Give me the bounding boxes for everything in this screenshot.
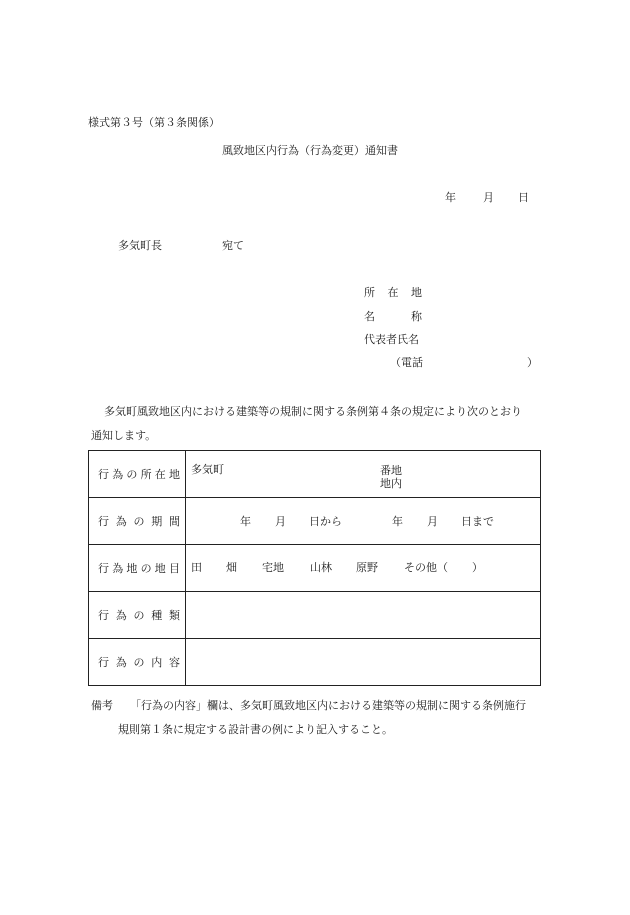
location-town: 多気町 (191, 463, 224, 476)
label-char: 為 (115, 609, 127, 622)
note-line2: 規則第１条に規定する設計書の例により記入すること。 (118, 723, 393, 736)
period-to-day: 日まで (461, 515, 494, 528)
land-type-forest[interactable]: 山林 (310, 561, 332, 574)
label-char: 所 (364, 286, 375, 299)
label-char: 為 (112, 562, 124, 575)
label-char: 為 (112, 468, 124, 481)
type-input-cell[interactable] (186, 592, 541, 639)
label-char: 為 (115, 656, 127, 669)
period-to-month: 月 (427, 515, 438, 528)
label-char: 地 (411, 286, 422, 299)
label-char: 在 (387, 286, 399, 299)
label-char: の (140, 562, 152, 575)
label-char: 名 (364, 310, 375, 323)
applicant-phone-label: （電話 (390, 356, 423, 369)
body-text-line2: 通知します。 (91, 429, 157, 442)
label-char: 類 (169, 609, 180, 622)
label-char: 種 (151, 609, 163, 622)
applicant-representative-label: 代表者氏名 (364, 333, 419, 346)
applicant-name-label (364, 311, 422, 322)
form-title: 風致地区内行為（行為変更）通知書 (222, 144, 398, 157)
body-text-line1: 多気町風致地区内における建築等の規制に関する条例第４条の規定により次のとおり (104, 405, 522, 418)
label-char: 行 (98, 609, 109, 622)
date-day-label: 日 (518, 191, 529, 204)
label-char: 内 (151, 656, 163, 669)
row-label-type (89, 592, 186, 639)
label-char: 行 (98, 562, 109, 575)
note-line1: 「行為の内容」欄は、多気町風致地区内における建築等の規制に関する条例施行 (130, 699, 526, 712)
land-type-residential[interactable]: 宅地 (262, 561, 284, 574)
table-row (89, 639, 541, 686)
period-from-month: 月 (275, 515, 286, 528)
note-label: 備考 (91, 699, 113, 712)
row-label-location (89, 451, 186, 498)
location-chinai: 地内 (380, 477, 402, 490)
addressee-name: 多気町長 (118, 239, 162, 252)
notification-table (88, 450, 541, 686)
label-char: の (133, 609, 145, 622)
label-char: 目 (168, 562, 180, 575)
location-input-cell[interactable] (186, 451, 541, 498)
label-char: の (133, 515, 145, 528)
label-char: 行 (98, 468, 109, 481)
location-banchi: 番地 (380, 464, 402, 477)
label-char: 容 (169, 656, 180, 669)
land-type-input-cell[interactable] (186, 545, 541, 592)
addressee-suffix: 宛て (222, 239, 244, 252)
period-to-year: 年 (392, 515, 403, 528)
date-month-label: 月 (483, 191, 494, 204)
table-row (89, 592, 541, 639)
row-label-content (89, 639, 186, 686)
land-type-plain[interactable]: 原野 (356, 561, 378, 574)
table-row (89, 498, 541, 545)
label-char: 称 (411, 310, 422, 323)
applicant-address-label (364, 287, 422, 298)
label-char: の (133, 656, 145, 669)
form-number: 様式第３号（第３条関係） (88, 116, 220, 129)
label-char: 期 (151, 515, 163, 528)
table-row (89, 451, 541, 498)
land-type-rice[interactable]: 田 (191, 561, 202, 574)
period-from-day: 日から (309, 515, 342, 528)
period-from-year: 年 (240, 515, 251, 528)
date-year-label: 年 (445, 191, 456, 204)
label-char: 地 (154, 562, 166, 575)
land-type-other[interactable]: その他（ (404, 561, 448, 574)
label-char: 地 (168, 468, 180, 481)
label-char: 行 (98, 656, 109, 669)
applicant-phone-close: ） (527, 356, 538, 369)
land-type-other-close: ） (472, 561, 483, 574)
period-input-cell[interactable] (186, 498, 541, 545)
content-input-cell[interactable] (186, 639, 541, 686)
land-type-field[interactable]: 畑 (226, 561, 237, 574)
label-char: 所 (140, 468, 152, 481)
label-char: 地 (126, 562, 138, 575)
label-char: 行 (98, 515, 109, 528)
label-char: 間 (169, 515, 180, 528)
row-label-period (89, 498, 186, 545)
label-char: 為 (115, 515, 127, 528)
label-char: 在 (154, 468, 166, 481)
label-char: の (126, 468, 138, 481)
table-row (89, 545, 541, 592)
row-label-land-type (89, 545, 186, 592)
